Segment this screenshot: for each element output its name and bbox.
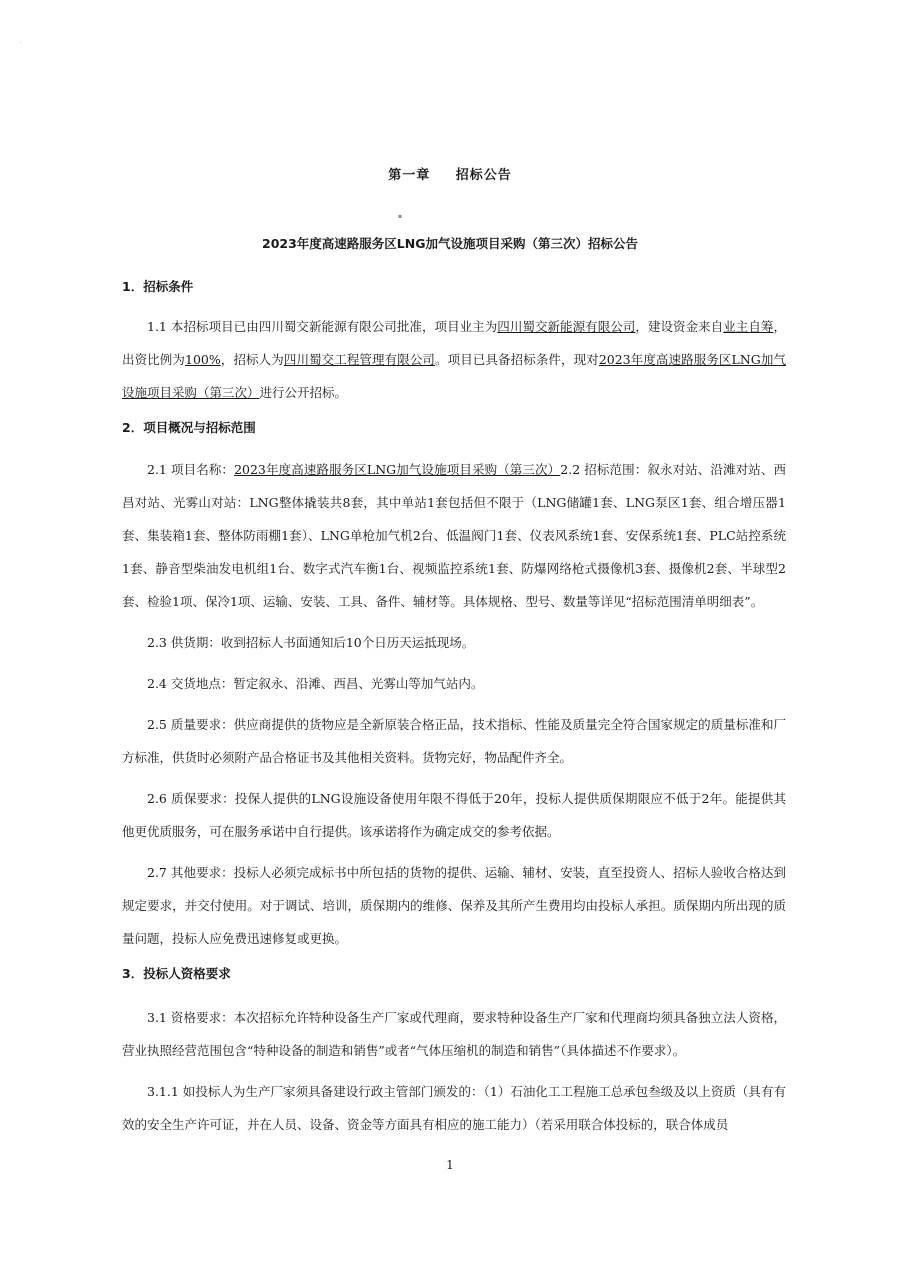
- underlined-tenderer: 四川蜀交工程管理有限公司: [283, 352, 436, 367]
- text-run: 。项目已具备招标条件，现对: [435, 352, 599, 367]
- text-run: ，出资比例为: [122, 319, 786, 367]
- underlined-funding: 业主自筹: [723, 319, 774, 334]
- paragraph-2-7: 2.7 其他要求：投标人必须完成标书中所包括的货物的提供、运输、辅材、安装，直至投资人、招标人验收合格达到规定要求，并交付使用。对于调试、培训，质保期内的维修、保养及其所产生费用均由投标人承担。质保期内所出现的质量问题，投标人应免费迅速修复或更换。: [122, 865, 786, 946]
- underlined-owner: 四川蜀交新能源有限公司: [497, 319, 636, 334]
- underlined-ratio: 100%: [185, 352, 221, 367]
- chapter-heading: [0, 164, 900, 183]
- scan-mark: ▪: [398, 213, 403, 220]
- document-body: [122, 278, 786, 1149]
- chapter-number: 第一章: [388, 168, 431, 183]
- underlined-project: 2023年度高速路服务区LNG加气设施项目采购（第三次）: [122, 352, 786, 400]
- section-heading-3: 3．投标人资格要求: [122, 966, 231, 981]
- section-heading-1: 1．招标条件: [122, 279, 194, 294]
- paragraph-1-1: [122, 310, 786, 409]
- paragraph-3-1: 3.1 资格要求：本次招标允许特种设备生产厂家或代理商，要求特种设备生产厂家和代理商均须具备独立法人资格，营业执照经营范围包含“特种设备的制造和销售”或者“气体压缩机的制造和销售”（具体描述不作要求）。: [122, 1010, 786, 1058]
- section-heading-2: 2．项目概况与招标范围: [122, 420, 256, 435]
- paragraph-2-1: [122, 453, 786, 618]
- paragraph-2-3: 2.3 供货期：收到招标人书面通知后10个日历天运抵现场。: [147, 635, 475, 650]
- chapter-name: 招标公告: [455, 168, 512, 183]
- paragraph-2-6: 2.6 质保要求：投保人提供的LNG设施设备使用年限不得低于20年，投标人提供质保期限应不低于2年。能提供其他更优质服务，可在服务承诺中自行提供。该承诺将作为确定成交的参考依据。: [122, 791, 786, 839]
- scan-mark: .: [20, 38, 22, 45]
- text-run: 1.1 本招标项目已由四川蜀交新能源有限公司批准，项目业主为: [147, 319, 498, 334]
- text-run: ，建设资金来自: [635, 319, 724, 334]
- underlined-project-name: 2023年度高速路服务区LNG加气设施项目采购（第三次）: [234, 462, 561, 477]
- text-run: 2.1 项目名称：: [147, 462, 235, 477]
- text-run: 进行公开招标。: [259, 385, 348, 400]
- document-title: 2023年度高速路服务区LNG加气设施项目采购（第三次）招标公告: [262, 236, 638, 251]
- paragraph-2-5: 2.5 质量要求：供应商提供的货物应是全新原装合格正品，技术指标、性能及质量完全符合国家规定的质量标准和厂方标准，供货时必须附产品合格证书及其他相关资料。货物完好，物品配件齐全。: [122, 717, 786, 765]
- page-number: 1: [446, 1158, 454, 1172]
- text-run: 2.2 招标范围：叙永对站、沿滩对站、西昌对站、光雾山对站：LNG整体撬装共8套，其中单站1套包括但不限于（LNG储罐1套、LNG泵区1套、组合增压器1套、集装箱1套、整体防雨棚1套）、LNG单枪加气机2台、低温阀门1套、仪表风系统1套、安保系统1套、PLC站控系统1套、静音型柴油发电机组1台、数字式汽车衡1台、视频监控系统1套、防爆网络枪式摄像机3套、摄像机2套、半球型2套、检验1项、保冷1项、运输、安装、工具、备件、辅材等。具体规格、型号、数量等详见“招标范围清单明细表”。: [122, 462, 786, 609]
- paragraph-3-1-1: 3.1.1 如投标人为生产厂家须具备建设行政主管部门颁发的：（1）石油化工工程施工总承包叁级及以上资质（具有有效的安全生产许可证，并在人员、设备、资金等方面具有相应的施工能力）（若采用联合体投标的，联合体成员: [122, 1084, 786, 1132]
- paragraph-2-4: 2.4 交货地点：暂定叙永、沿滩、西昌、光雾山等加气站内。: [147, 676, 484, 691]
- text-run: ，招标人为: [220, 352, 284, 367]
